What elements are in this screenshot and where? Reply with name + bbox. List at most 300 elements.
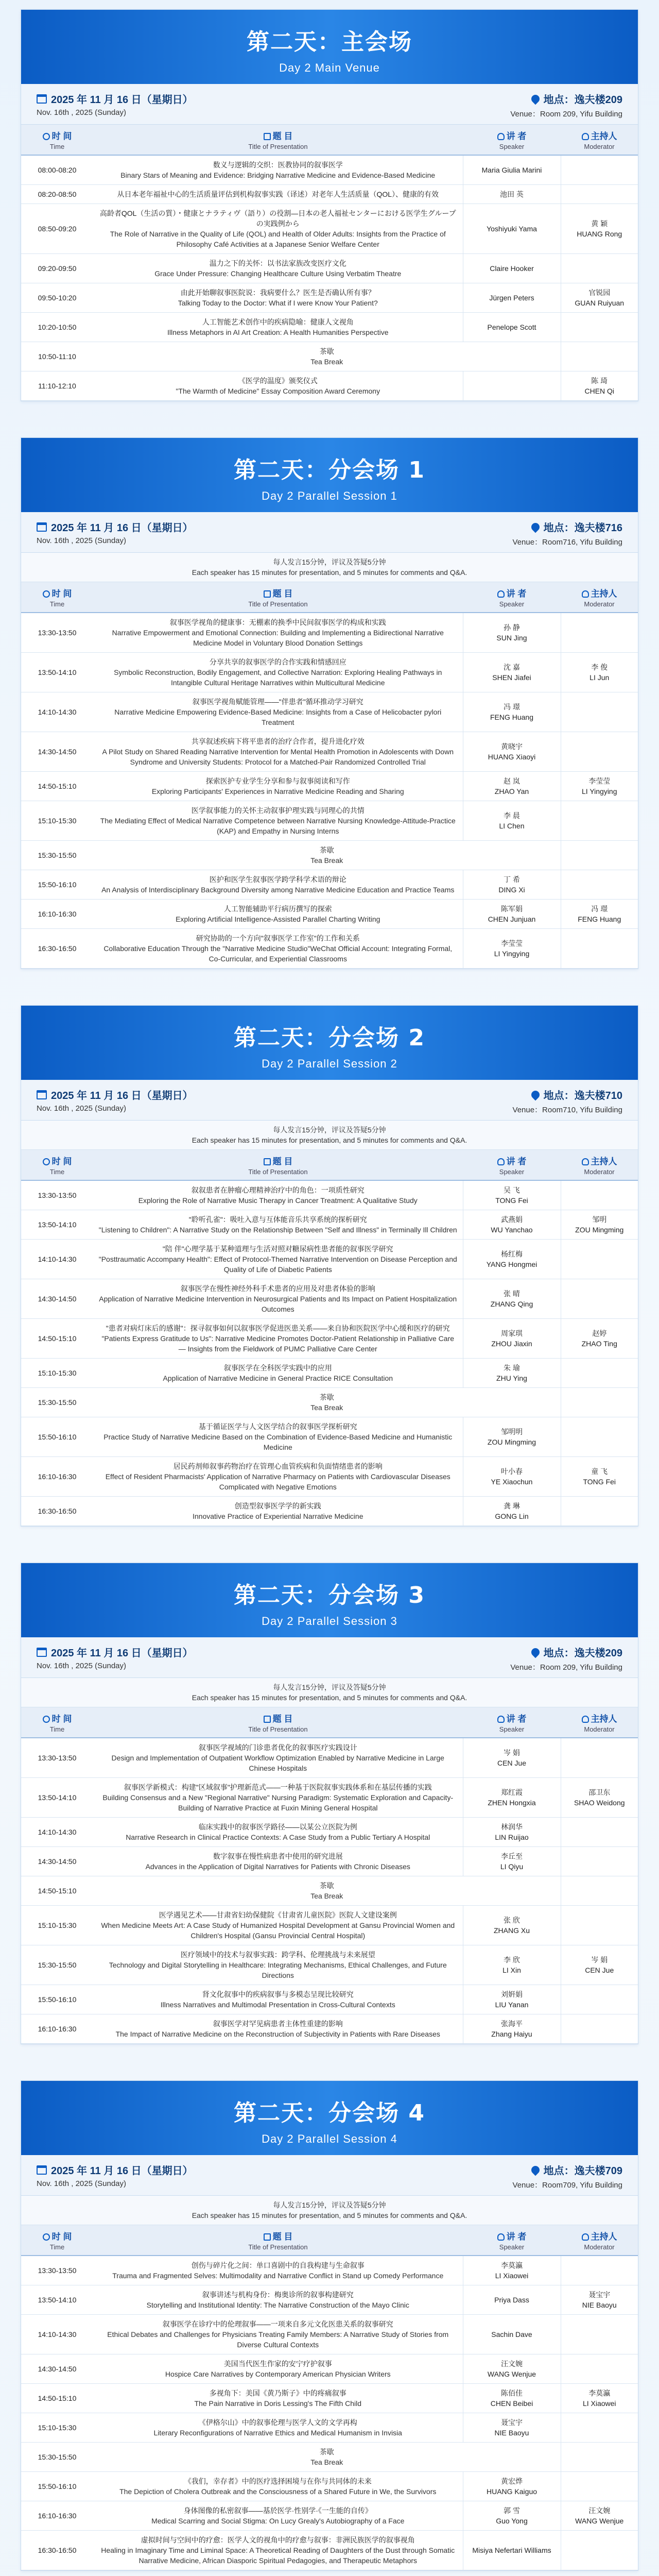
header-title: 题 目 Title of Presentation	[93, 125, 463, 155]
title-en: Advances in the Application of Digital Narratives for Patients with Chronic Diseases	[145, 1862, 410, 1871]
calendar-icon	[37, 1648, 47, 1657]
title-zh: 从日本老年福祉中心的生活质量评估到机构叙事实践（译述）对老年人生活质量（QOL）、健康的有效	[117, 190, 439, 198]
row-title	[93, 2501, 463, 2531]
row-title	[93, 1319, 463, 1359]
session-section	[21, 2080, 638, 2571]
tea-break-row	[21, 2443, 638, 2472]
document-icon	[264, 1158, 271, 1165]
clock-icon	[43, 2233, 50, 2241]
schedule-row	[21, 2472, 638, 2501]
row-speaker: 郑红霞 ZHEN Hongxia	[463, 1778, 561, 1818]
row-time: 13:30-13:50	[21, 613, 93, 653]
title-zh: 叙事医学视角的健康事：无棚素的换季中民间叙事医学的构成和实践	[169, 618, 386, 626]
date-zh: 2025 年 11 月 16 日（星期日）	[51, 94, 193, 106]
title-zh: 叙事讲述与机构身份：梅奥诊所的叙事构建研究	[202, 2291, 354, 2299]
session-banner	[21, 1006, 638, 1080]
row-title	[93, 2285, 463, 2315]
session-rules	[21, 1678, 638, 1707]
location-pin-icon	[529, 1646, 541, 1658]
title-zh: 数义与逻辑的交织：医教协同的叙事医学	[213, 161, 343, 169]
title-zh: 茶歇	[319, 846, 334, 854]
venue-en: Venue：Room709, Yifu Building	[512, 2181, 622, 2190]
row-title	[93, 1945, 463, 1985]
row-time: 14:30-14:50	[21, 1279, 93, 1319]
title-zh: 居民药剂师叙事药物治疗在管理心血管疾病和负面情绪患者的影响	[173, 1462, 383, 1470]
session-title-zh: 第二天：分会场 2	[234, 1025, 425, 1051]
title-en: Collaborative Education Through the "Narrative Medicine Studio"WeChat Official Account: Integrating Formal, Co-Curricular, and Experiential Classrooms	[103, 944, 453, 963]
session-banner	[21, 2081, 638, 2155]
row-title	[93, 653, 463, 692]
header-title: 题 目 Title of Presentation	[93, 2225, 463, 2256]
schedule-row	[21, 1847, 638, 1876]
schedule-table	[21, 2225, 638, 2570]
schedule-row	[21, 2413, 638, 2443]
row-speaker: 林润华 LIN Ruijao	[463, 1818, 561, 1847]
row-moderator: 李莫瀛 LI Xiaowei	[561, 2384, 638, 2413]
title-en: Building Consensus and a New "Regional Narrative" Nursing Paradigm: Systematic Exploration and Capacity-Building of Narrative Practice at Fuxin Mining General Hospital	[102, 1793, 454, 1812]
row-time: 15:10-15:30	[21, 1359, 93, 1388]
title-zh: 茶歇	[319, 347, 334, 355]
session-title-en: Day 2 Main Venue	[279, 61, 380, 74]
rules-line: 每人发言15分钟，评议及答疑5分钟	[273, 2201, 386, 2209]
header-speaker: 讲 者 Speaker	[463, 1707, 561, 1738]
row-title	[93, 929, 463, 969]
title-zh: 由此开始聊叙事医院说：我病要什么？医生是否确认所有事？	[180, 289, 375, 297]
title-zh: 高龄者QOL（生活の質）・健康とナラティヴ（語り）の役割—日本の老人福祉センターにおける医学生グループの実践例から	[99, 209, 456, 228]
row-title	[93, 1985, 463, 2014]
row-time: 14:50-15:10	[21, 1876, 93, 1906]
row-title	[93, 1738, 463, 1778]
schedule-row	[21, 2531, 638, 2570]
row-title	[93, 342, 561, 371]
row-speaker: 李丘至 LI Qiyu	[463, 1847, 561, 1876]
row-time: 14:10-14:30	[21, 1818, 93, 1847]
title-zh: "陪 伴"心理学基于某种道理与生活对照对糖尿病性患者能的叙事医学研究	[162, 1245, 393, 1253]
session-venue	[513, 1087, 622, 1115]
header-time: 时 间 Time	[21, 2225, 93, 2256]
row-time: 15:50-16:10	[21, 870, 93, 900]
row-title	[93, 1180, 463, 1210]
date-en: Nov. 16th , 2025 (Sunday)	[37, 536, 126, 545]
row-speaker: 张 欣 ZHANG Xu	[463, 1906, 561, 1945]
title-zh: 基于循证医学与人文医学结合的叙事医学探析研究	[198, 1422, 357, 1431]
row-moderator: 李 俊 LI Jun	[561, 653, 638, 692]
session-venue	[513, 519, 622, 547]
row-time: 16:30-16:50	[21, 1497, 93, 1526]
header-time: 时 间 Time	[21, 1707, 93, 1738]
title-zh: 临床实践中的叙事医学路径——以某公立医院为例	[198, 1823, 357, 1831]
rules-line: Each speaker has 15 minutes for presentation, and 5 minutes for comments and Q&A.	[192, 1693, 467, 1702]
schedule-table	[21, 582, 638, 969]
schedule-row	[21, 283, 638, 313]
row-moderator: 汪文婉 WANG Wenjue	[561, 2501, 638, 2531]
date-zh: 2025 年 11 月 16 日（星期日）	[51, 1090, 193, 1101]
title-en: Exploring the Role of Narrative Music Therapy in Cancer Treatment: A Qualitative Study	[138, 1196, 418, 1205]
title-zh: 温力之下的关怀：以书法家族改变医疗文化	[209, 259, 346, 267]
row-title	[93, 1240, 463, 1279]
row-time: 13:30-13:50	[21, 2256, 93, 2285]
title-en: Ethical Debates and Challenges for Physicians Treating Family Members: A Narrative Study of Stories from Diverse Cultural Contexts	[107, 2330, 449, 2349]
row-title	[93, 2384, 463, 2413]
title-en: The Pain Narrative in Doris Lessing's The Fifth Child	[194, 2399, 362, 2408]
row-speaker: 朱 瑜 ZHU Ying	[463, 1359, 561, 1388]
tea-break-row	[21, 1876, 638, 1906]
title-zh: 分享共享的叙事医学的合作实践和情感回应	[209, 658, 346, 666]
schedule-row	[21, 1985, 638, 2014]
row-time: 16:30-16:50	[21, 929, 93, 969]
row-moderator	[561, 732, 638, 772]
schedule-row	[21, 1240, 638, 1279]
row-time: 09:50-10:20	[21, 283, 93, 313]
schedule-row	[21, 1279, 638, 1319]
row-title	[93, 2354, 463, 2384]
row-moderator	[561, 2472, 638, 2501]
title-en: The Mediating Effect of Medical Narrative Competence between Narrative Nursing Knowledge-Attitude-Practice (KAP) and Empathy in Nursing Interns	[100, 817, 456, 835]
session-info-bar	[21, 1637, 638, 1678]
person-icon	[497, 1716, 505, 1723]
title-zh: 研究协助的一个方向"叙事医学工作室"的工作和关系	[196, 934, 360, 942]
row-moderator	[561, 155, 638, 185]
row-moderator	[561, 1388, 638, 1417]
schedule-row	[21, 1778, 638, 1818]
schedule-row	[21, 1906, 638, 1945]
title-en: Tea Break	[310, 1403, 343, 1412]
document-icon	[264, 2233, 271, 2241]
row-speaker: Jürgen Peters	[463, 283, 561, 313]
calendar-icon	[37, 522, 47, 532]
row-time: 10:20-10:50	[21, 313, 93, 342]
row-moderator	[561, 1847, 638, 1876]
schedule-row	[21, 900, 638, 929]
row-title	[93, 1210, 463, 1240]
row-title	[93, 870, 463, 900]
title-en: Binary Stars of Meaning and Evidence: Bridging Narrative Medicine and Evidence-Based Medicine	[120, 171, 436, 179]
schedule-table	[21, 125, 638, 401]
row-title	[93, 313, 463, 342]
row-time: 14:30-14:50	[21, 732, 93, 772]
row-time: 15:10-15:30	[21, 2413, 93, 2443]
row-time: 16:10-16:30	[21, 2014, 93, 2044]
title-zh: 《我们，幸存者》中的医疗选择困境与在你与共同体的未来	[184, 2477, 372, 2485]
row-speaker: 李 欣 LI Xin	[463, 1945, 561, 1985]
schedule-row	[21, 1738, 638, 1778]
row-moderator	[561, 2413, 638, 2443]
clock-icon	[43, 133, 50, 140]
schedule-header-row	[21, 1707, 638, 1738]
row-speaker: 李 晨 LI Chen	[463, 801, 561, 841]
header-time: 时 间 Time	[21, 125, 93, 155]
session-info-bar	[21, 1080, 638, 1121]
row-moderator	[561, 185, 638, 204]
title-en: Technology and Digital Storytelling in Healthcare: Integrating Mechanisms, Ethical Challenges, and Future Directions	[109, 1961, 447, 1979]
row-title	[93, 900, 463, 929]
row-title	[93, 2531, 463, 2570]
row-time: 15:50-16:10	[21, 2472, 93, 2501]
session-venue	[510, 1645, 622, 1672]
row-speaker: 丁 希 DING Xi	[463, 870, 561, 900]
header-moderator: 主持人 Moderator	[561, 1707, 638, 1738]
row-title	[93, 2315, 463, 2354]
sections-container	[21, 9, 638, 2571]
title-zh: 茶歇	[319, 1882, 334, 1890]
row-time: 08:00-08:20	[21, 155, 93, 185]
row-time: 15:30-15:50	[21, 2443, 93, 2472]
row-time: 14:10-14:30	[21, 2315, 93, 2354]
row-moderator	[561, 870, 638, 900]
venue-zh: 地点：逸夫楼209	[543, 94, 622, 106]
calendar-icon	[37, 2165, 47, 2175]
schedule-row	[21, 185, 638, 204]
title-zh: 茶歇	[319, 2448, 334, 2456]
schedule-row	[21, 2354, 638, 2384]
venue-en: Venue：Room 209, Yifu Building	[510, 110, 622, 118]
date-zh: 2025 年 11 月 16 日（星期日）	[51, 1648, 193, 1659]
title-zh: 创伤与碎片化之间：单口喜剧中的自我构建与生命叙事	[191, 2261, 365, 2269]
row-speaker: 李莫瀛 LI Xiaowei	[463, 2256, 561, 2285]
header-moderator: 主持人 Moderator	[561, 2225, 638, 2256]
schedule-row	[21, 313, 638, 342]
row-title	[93, 613, 463, 653]
schedule-header-row	[21, 582, 638, 613]
row-speaker: 岑 娟 CEN Jue	[463, 1738, 561, 1778]
schedule-row	[21, 1945, 638, 1985]
row-title	[93, 2014, 463, 2044]
row-speaker: Penelope Scott	[463, 313, 561, 342]
row-speaker: 龚 琳 GONG Lin	[463, 1497, 561, 1526]
row-title	[93, 1497, 463, 1526]
row-title	[93, 155, 463, 185]
title-zh: 叙事医学视角赋能管理——"伴患者"循环推动学习研究	[192, 698, 363, 706]
schedule-row	[21, 2256, 638, 2285]
row-time: 15:30-15:50	[21, 1945, 93, 1985]
row-speaker: 武燕娟 WU Yanchao	[463, 1210, 561, 1240]
schedule-row	[21, 155, 638, 185]
row-title	[93, 2472, 463, 2501]
row-speaker: 赵 岚 ZHAO Yan	[463, 772, 561, 801]
title-zh: 医学叙事能力的关怀主动叙事护理实践与同理心的共情	[191, 806, 365, 815]
row-time: 13:30-13:50	[21, 1180, 93, 1210]
date-en: Nov. 16th , 2025 (Sunday)	[37, 1662, 126, 1670]
session-title-zh: 第二天：主会场	[247, 29, 412, 55]
rules-line: 每人发言15分钟，评议及答疑5分钟	[273, 1126, 386, 1134]
schedule-row	[21, 2501, 638, 2531]
title-en: A Pilot Study on Shared Reading Narrative Intervention for Mental Health Promotion in Adolescents with Down Syndrome and University Students: Protocol for a Matched-Pair Randomized Controlled Trial	[102, 748, 454, 766]
title-en: "The Warmth of Medicine" Essay Composition Award Ceremony	[176, 387, 380, 395]
row-speaker: 周家琪 ZHOU Jiaxin	[463, 1319, 561, 1359]
row-speaker: 池田 英	[463, 185, 561, 204]
header-speaker: 讲 者 Speaker	[463, 125, 561, 155]
rules-line: Each speaker has 15 minutes for presentation, and 5 minutes for comments and Q&A.	[192, 2211, 467, 2219]
row-time: 15:50-16:10	[21, 1985, 93, 2014]
row-title	[93, 1457, 463, 1497]
title-zh: 虚拟时间与空间中的疗愈：医学人文的视角中的疗愈与叙事：非洲民族医学的叙事视角	[141, 2536, 415, 2544]
venue-en: Venue：Room 209, Yifu Building	[510, 1663, 622, 1672]
row-time: 08:50-09:20	[21, 204, 93, 254]
title-zh: 《医学的温度》颁奖仪式	[238, 377, 318, 385]
location-pin-icon	[529, 1089, 541, 1100]
schedule-row	[21, 772, 638, 801]
row-title	[93, 1906, 463, 1945]
row-time: 13:50-14:10	[21, 2285, 93, 2315]
row-speaker: Yoshiyuki Yama	[463, 204, 561, 254]
schedule-row	[21, 1359, 638, 1388]
title-zh: 人工智能艺术创作中的疾病隐喻：健康人文视角	[202, 318, 354, 326]
title-en: Symbolic Reconstruction, Bodily Engagement, and Collective Narration: Exploring Healing Pathways in Intangible Cultural Heritage Narratives within Multicultural Medicine	[114, 668, 442, 687]
title-zh: 叙事医学在全科医学实践中的应用	[223, 1364, 332, 1372]
session-section	[21, 437, 638, 969]
row-speaker: 张 晴 ZHANG Qing	[463, 1279, 561, 1319]
row-time: 16:10-16:30	[21, 1457, 93, 1497]
row-title	[93, 185, 463, 204]
schedule-header-row	[21, 125, 638, 155]
title-en: When Medicine Meets Art: A Case Study of Humanized Hospital Development at Gansu Provincial Women and Children's Hospital (Gansu Provincial Central Hospital)	[101, 1921, 455, 1940]
title-en: Hospice Care Narratives by Contemporary American Physician Writers	[165, 2370, 391, 2378]
schedule-table	[21, 1150, 638, 1526]
title-zh: 医学遇见艺术——甘肃省妇幼保健院《甘肃省儿童医院》医院人文建设案例	[159, 1911, 397, 1919]
title-zh: 叙事医学在慢性神经外科手术患者的应用及对患者体验的影响	[180, 1284, 375, 1293]
row-speaker: Sachin Dave	[463, 2315, 561, 2354]
row-moderator	[561, 929, 638, 969]
row-moderator	[561, 1738, 638, 1778]
schedule-table	[21, 1707, 638, 2044]
title-en: Narrative Medicine Empowering Evidence-Based Medicine: Insights from a Case of Helicobacter pylori Treatment	[114, 708, 442, 726]
schedule-row	[21, 1210, 638, 1240]
location-pin-icon	[529, 93, 541, 105]
session-venue	[510, 91, 622, 119]
schedule-header-row	[21, 2225, 638, 2256]
venue-en: Venue：Room710, Yifu Building	[512, 1106, 622, 1114]
row-time: 15:10-15:30	[21, 1906, 93, 1945]
row-moderator	[561, 2443, 638, 2472]
person-icon	[497, 133, 505, 140]
row-title	[93, 1388, 561, 1417]
schedule-row	[21, 1417, 638, 1457]
header-moderator: 主持人 Moderator	[561, 1150, 638, 1180]
title-en: "Posttraumatic Accompany Health": Effect of Protocol-Themed Narrative Intervention on Disease Perception and Quality of Life of Diabetic Patients	[98, 1255, 457, 1274]
title-en: Practice Study of Narrative Medicine Based on the Combination of Evidence-Based Medicine and Humanistic Medicine	[103, 1433, 453, 1451]
clock-icon	[43, 590, 50, 598]
title-en: Exploring Artificial Intelligence-Assisted Parallel Charting Writing	[176, 915, 380, 923]
row-time: 10:50-11:10	[21, 342, 93, 371]
row-speaker: 刘姸娟 LIU Yanan	[463, 1985, 561, 2014]
session-date	[37, 91, 193, 117]
row-speaker: 陈佰佳 CHEN Beibei	[463, 2384, 561, 2413]
title-zh: "聆听孔雀"：吸吐入意与互体能音乐共享系统的探析研究	[188, 1215, 367, 1224]
header-speaker: 讲 者 Speaker	[463, 582, 561, 613]
session-date	[37, 1645, 193, 1670]
session-rules	[21, 2196, 638, 2225]
row-speaker: 冯 璟 FENG Huang	[463, 692, 561, 732]
title-zh: 叙事医学对罕见病患者主体性重建的影响	[213, 2020, 343, 2028]
schedule-row	[21, 371, 638, 401]
clock-icon	[43, 1158, 50, 1165]
person-icon	[582, 133, 589, 140]
title-en: Medical Scarring and Social Stigma: On Lucy Grealy's Autobiography of a Face	[151, 2517, 405, 2525]
session-section	[21, 1005, 638, 1527]
row-moderator	[561, 1497, 638, 1526]
date-zh: 2025 年 11 月 16 日（星期日）	[51, 2165, 193, 2177]
rules-line: 每人发言15分钟，评议及答疑5分钟	[273, 558, 386, 566]
rules-line: 每人发言15分钟，评议及答疑5分钟	[273, 1683, 386, 1691]
row-moderator	[561, 1876, 638, 1906]
header-time: 时 间 Time	[21, 1150, 93, 1180]
row-moderator	[561, 613, 638, 653]
person-icon	[582, 1716, 589, 1723]
row-time: 16:10-16:30	[21, 2501, 93, 2531]
row-speaker: Priya Dass	[463, 2285, 561, 2315]
session-rules	[21, 553, 638, 582]
row-time: 14:30-14:50	[21, 1847, 93, 1876]
title-zh: 人工智能辅助平行病历撰写的探索	[223, 905, 332, 913]
session-title-zh: 第二天：分会场 1	[234, 457, 425, 483]
schedule-row	[21, 613, 638, 653]
row-speaker: 李莹莹 LI Yingying	[463, 929, 561, 969]
row-title	[93, 1359, 463, 1388]
date-en: Nov. 16th , 2025 (Sunday)	[37, 2179, 126, 2188]
row-speaker: 聂宝宇 NIE Baoyu	[463, 2413, 561, 2443]
tea-break-row	[21, 841, 638, 870]
row-time: 14:50-15:10	[21, 772, 93, 801]
venue-zh: 地点：逸夫楼709	[543, 2165, 622, 2177]
title-en: Narrative Research in Clinical Practice Contexts: A Case Study from a Public Tertiary A Hospital	[126, 1833, 430, 1841]
session-date	[37, 2162, 193, 2188]
row-speaker: 黄宏烨 HUANG Kaiguo	[463, 2472, 561, 2501]
row-moderator	[561, 1818, 638, 1847]
header-moderator: 主持人 Moderator	[561, 582, 638, 613]
row-moderator	[561, 2315, 638, 2354]
calendar-icon	[37, 94, 47, 104]
title-zh: 肾文化叙事中的疾病叙事与多模态呈现比较研究	[202, 1990, 354, 1998]
row-moderator	[561, 254, 638, 283]
session-title-zh: 第二天：分会场 4	[234, 2100, 425, 2126]
schedule-row	[21, 204, 638, 254]
schedule-row	[21, 653, 638, 692]
document-icon	[264, 1716, 271, 1723]
date-en: Nov. 16th , 2025 (Sunday)	[37, 1104, 126, 1113]
schedule-row	[21, 1497, 638, 1526]
title-en: Exploring Participants' Experiences in Narrative Medicine Reading and Sharing	[151, 787, 404, 795]
row-moderator: 邵卫东 SHAO Weidong	[561, 1778, 638, 1818]
header-moderator: 主持人 Moderator	[561, 125, 638, 155]
row-time: 16:10-16:30	[21, 900, 93, 929]
row-title	[93, 801, 463, 841]
row-moderator: 聂宝宇 NIE Baoyu	[561, 2285, 638, 2315]
row-title	[93, 1778, 463, 1818]
row-moderator	[561, 1417, 638, 1457]
row-speaker: Maria Giulia Marini	[463, 155, 561, 185]
title-en: Tea Break	[310, 1892, 343, 1900]
row-moderator: 邹明 ZOU Mingming	[561, 1210, 638, 1240]
row-time: 14:50-15:10	[21, 2384, 93, 2413]
clock-icon	[43, 1716, 50, 1723]
schedule-row	[21, 1319, 638, 1359]
row-speaker: 杨红梅 YANG Hongmei	[463, 1240, 561, 1279]
session-rules	[21, 1121, 638, 1150]
session-info-bar	[21, 2155, 638, 2196]
date-zh: 2025 年 11 月 16 日（星期日）	[51, 522, 193, 534]
row-moderator	[561, 1180, 638, 1210]
row-speaker: 沈 嘉 SHEN Jiafei	[463, 653, 561, 692]
session-venue	[513, 2162, 622, 2190]
title-en: The Role of Narrative in the Quality of Life (QOL) and Health of Older Adults: Insights from the Practice of Philosophy Café Activities at a Japanese Senior Welfare Center	[110, 230, 446, 248]
calendar-icon	[37, 1090, 47, 1099]
schedule-row	[21, 2315, 638, 2354]
row-time: 15:30-15:50	[21, 841, 93, 870]
schedule-row	[21, 801, 638, 841]
session-section	[21, 9, 638, 401]
row-moderator: 赵婷 ZHAO Ting	[561, 1319, 638, 1359]
schedule-row	[21, 1818, 638, 1847]
